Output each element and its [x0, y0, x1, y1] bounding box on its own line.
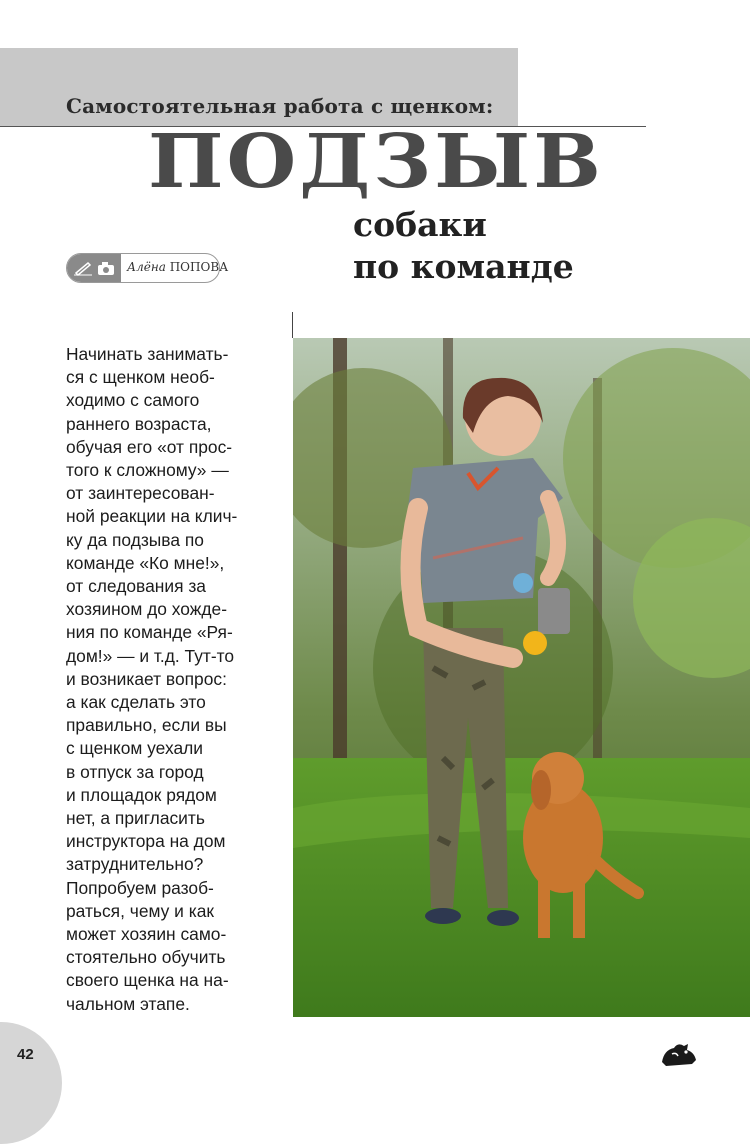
- article-body: [66, 343, 281, 1016]
- article-headline: ПОДЗЫВ: [148, 118, 604, 205]
- body-line: от заинтересован-: [66, 483, 215, 504]
- article-photo: [293, 338, 750, 1017]
- subheadline-line-2: по команде: [353, 247, 574, 286]
- magazine-dog-logo: [658, 1040, 700, 1070]
- body-line: стоятельно обучить: [66, 947, 226, 968]
- body-line: дом!» — и т.д. Тут-то: [66, 645, 235, 666]
- body-line: того к сложному» —: [66, 460, 229, 481]
- author-last-name: ПОПОВА: [169, 260, 229, 274]
- body-line: с щенком уехали: [66, 738, 204, 759]
- body-line: и площадок рядом: [66, 784, 217, 805]
- body-line: правильно, если вы: [66, 715, 227, 736]
- body-line: в отпуск за город: [66, 761, 204, 782]
- author-icons: [67, 254, 121, 282]
- body-line: раться, чему и как: [66, 900, 214, 921]
- body-line: и возникает вопрос:: [66, 668, 227, 689]
- body-line: чальном этапе.: [66, 993, 190, 1014]
- body-line: своего щенка на на-: [66, 970, 229, 991]
- page-number-tab: [0, 1022, 62, 1144]
- page-number: 42: [17, 1046, 34, 1063]
- body-line: Начинать занимать-: [66, 344, 229, 364]
- body-line: от следования за: [66, 576, 206, 597]
- body-line: хозяином до хожде-: [66, 599, 228, 620]
- body-line: может хозяин само-: [66, 924, 227, 945]
- body-line: ния по команде «Ря-: [66, 622, 233, 643]
- body-line: инструктора на дом: [66, 831, 226, 852]
- author-byline: [66, 253, 229, 283]
- article-subheadline: [353, 204, 574, 288]
- pen-icon: [73, 260, 93, 276]
- author-name: [127, 260, 228, 274]
- body-line: команде «Ко мне!»,: [66, 552, 225, 573]
- body-line: затруднительно?: [66, 854, 204, 875]
- body-line: нет, а пригласить: [66, 808, 205, 829]
- body-line: ной реакции на клич-: [66, 506, 238, 527]
- body-line: ся с щенком необ-: [66, 367, 215, 388]
- body-line: а как сделать это: [66, 692, 206, 713]
- camera-icon: [96, 260, 116, 276]
- subheadline-line-1: собаки: [353, 205, 487, 244]
- body-line: ходимо с самого: [66, 390, 200, 411]
- author-first-name: Алёна: [127, 260, 166, 274]
- body-line: обучая его «от прос-: [66, 436, 233, 457]
- column-divider: [292, 312, 293, 338]
- body-line: Попробуем разоб-: [66, 877, 214, 898]
- body-line: ку да подзыва по: [66, 529, 204, 550]
- article-kicker: Самостоятельная работа с щенком:: [66, 94, 494, 118]
- photo-girl-training-puppy: [293, 338, 750, 1017]
- body-line: раннего возраста,: [66, 413, 212, 434]
